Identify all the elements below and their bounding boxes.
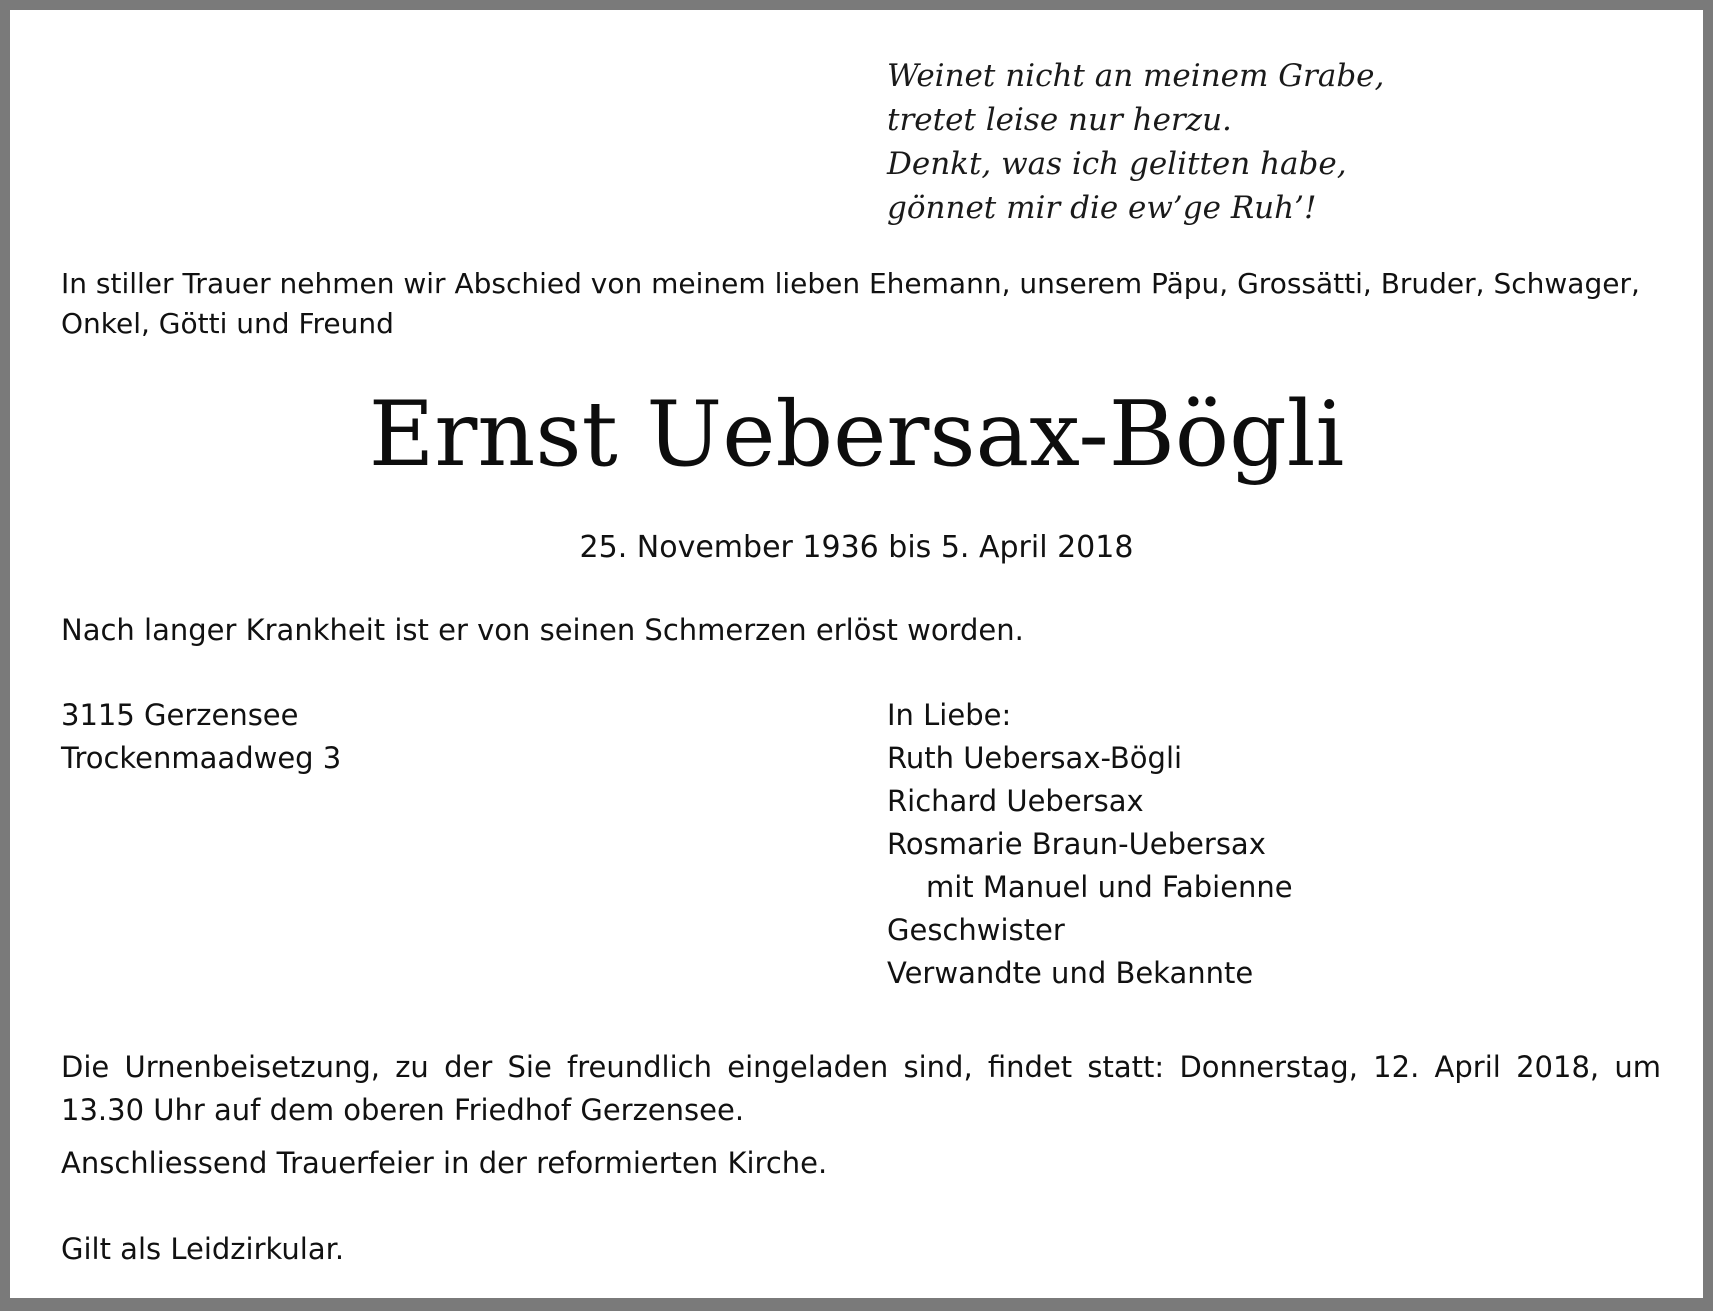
poem-line: Weinet nicht an meinem Grabe,: [887, 58, 1385, 94]
mourner-name: Ruth Uebersax-Bögli: [887, 741, 1183, 775]
intro-text: [61, 264, 1661, 344]
ceremony-text: [61, 1046, 1661, 1132]
deceased-name: Ernst Uebersax-Bögli: [368, 382, 1345, 487]
mourner-name: Geschwister: [887, 913, 1065, 947]
address-street: Trockenmaadweg 3: [61, 741, 342, 775]
intro-line: In stiller Trauer nehmen wir Abschied von meinem lieben Ehemann, unserem Päpu, Grossätti, Bruder, Schwager,: [61, 267, 1640, 300]
poem-line: gönnet mir die ew’ge Ruh’!: [887, 190, 1317, 226]
mourner-name: Verwandte und Bekannte: [887, 956, 1254, 990]
life-dates: 25. November 1936 bis 5. April 2018: [579, 530, 1134, 565]
poem-line: tretet leise nur herzu.: [887, 102, 1232, 138]
ceremony-line: Die Urnenbeisetzung, zu der Sie freundlich eingeladen sind, findet statt: Donnerstag, 12. April 2018, um: [61, 1050, 1661, 1084]
poem-line: Denkt, was ich gelitten habe,: [887, 146, 1347, 182]
mourner-name: mit Manuel und Fabienne: [926, 870, 1293, 904]
illness-note: Nach langer Krankheit ist er von seinen Schmerzen erlöst worden.: [61, 613, 1024, 647]
ceremony-followup: Anschliessend Trauerfeier in der reformierten Kirche.: [61, 1146, 828, 1180]
mourners-heading: In Liebe:: [887, 698, 1012, 732]
mourner-name: Richard Uebersax: [887, 784, 1144, 818]
closing-note: Gilt als Leidzirkular.: [61, 1232, 345, 1266]
poem: [887, 54, 1384, 230]
ceremony-line: 13.30 Uhr auf dem oberen Friedhof Gerzensee.: [61, 1093, 745, 1127]
mourner-name: Rosmarie Braun-Uebersax: [887, 827, 1266, 861]
intro-line: Onkel, Götti und Freund: [61, 307, 394, 340]
address-city: 3115 Gerzensee: [61, 698, 299, 732]
obituary-page: [10, 10, 1703, 1298]
